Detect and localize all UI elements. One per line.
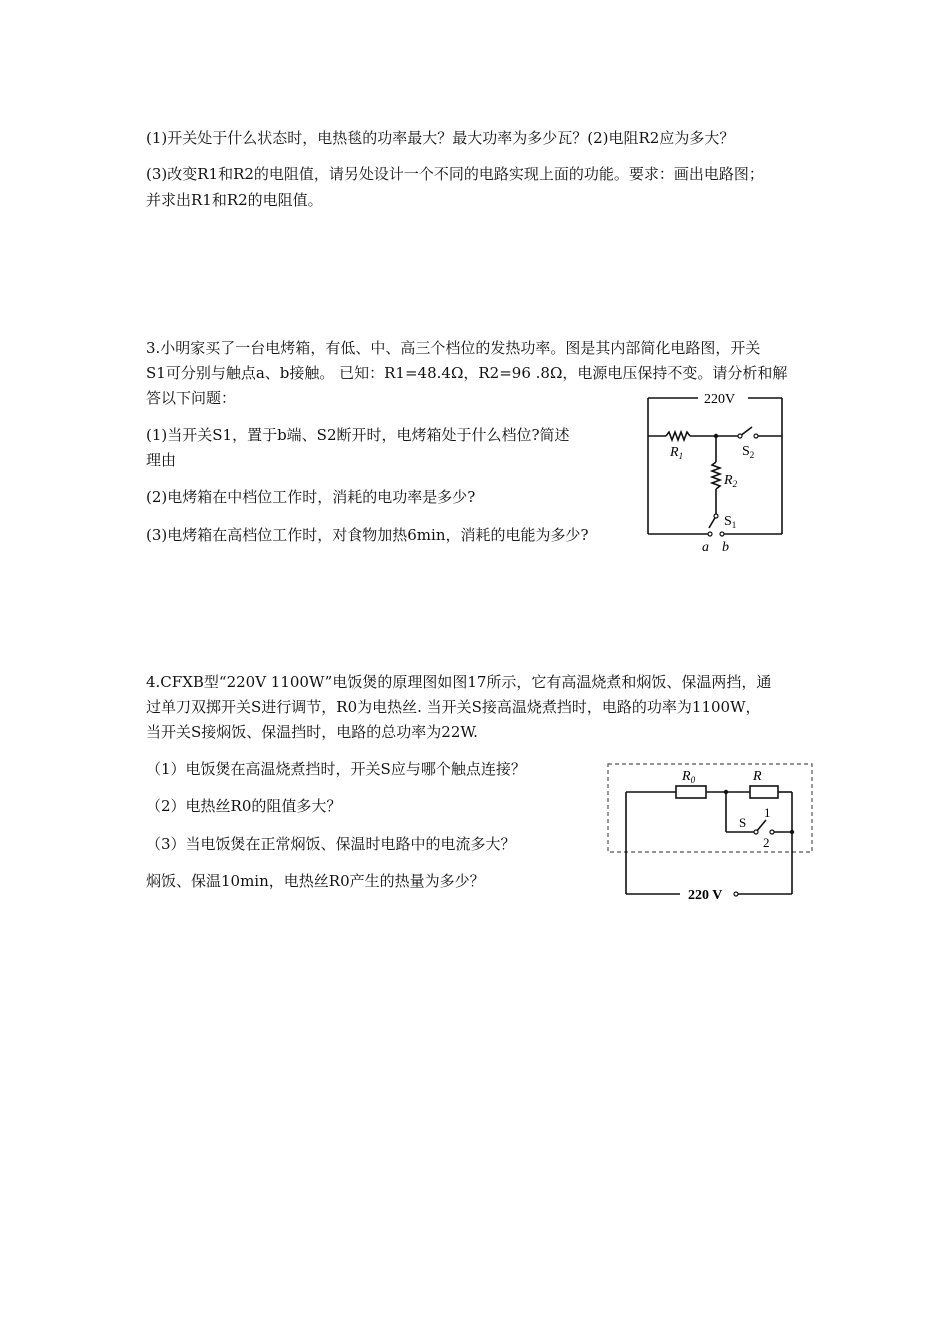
q2-line-2: (3)改变R1和R2的电阻值，请另处设计一个不同的电路实现上面的功能。要求：画出电路图； (146, 165, 764, 183)
q4-terminal-1: 1 (764, 805, 771, 820)
q2-line-3: 并求出R1和R2的电阻值。 (146, 191, 323, 209)
q4-r0-label: R (682, 769, 691, 784)
q3-sub-3: (3)电烤箱在高档位工作时，对食物加热6min，消耗的电能为多少? (146, 526, 589, 544)
q3-r1-sub: 1 (678, 451, 684, 461)
q4-terminal-2: 2 (763, 835, 770, 850)
q4-s-label: S (739, 815, 747, 830)
q4-intro-2: 过单刀双掷开关S进行调节，R0为电热丝. 当开关S接高温烧煮挡时，电路的功率为1100W， (146, 698, 761, 716)
svg-text:S2 (742, 444, 754, 460)
q3-intro-1: 3.小明家买了一台电烤箱，有低、中、高三个档位的发热功率。图是其内部简化电路图，开关 (146, 339, 761, 357)
q3-s2-label: S (742, 444, 750, 459)
q3-r2-label: R (724, 473, 733, 488)
q3-intro-2: S1可分别与触点a、b接触。 已知：R1=48.4Ω，R2=96 .8Ω，电源电压保持不变。请分析和解 (146, 364, 788, 382)
q4-sub-1: （1）电饭煲在高温烧煮挡时，开关S应与哪个触点连接？ (146, 760, 526, 778)
q4-voltage-label: 220 V (688, 888, 723, 903)
q4-r-label: R (753, 769, 762, 784)
q3-s1-sub: 1 (731, 520, 737, 530)
q4-intro-1: 4.CFXB型“220V 1100W”电饭煲的原理图如图17所示，它有高温烧煮和焖饭、保温两挡，通 (146, 673, 772, 691)
q4-circuit-diagram (600, 756, 820, 908)
q3-r2-sub: 2 (732, 479, 738, 489)
q4-intro-3: 当开关S接焖饭、保温挡时，电路的总功率为22W. (146, 723, 478, 741)
svg-text:R2 (723, 473, 738, 489)
q3-s2-sub: 2 (749, 450, 755, 460)
q3-sub-1a: (1)当开关S1，置于b端、S2断开时，电烤箱处于什么档位?简述 (146, 426, 570, 444)
q3-voltage-label: 220V (704, 392, 736, 407)
q3-sub-1b: 理由 (146, 451, 177, 469)
svg-text:S1 (724, 514, 736, 530)
q3-circuit-diagram (636, 388, 796, 560)
q3-s1-label: S (724, 514, 732, 529)
q3-r1-label: R (670, 445, 679, 460)
q4-sub-2: （2）电热丝R0的阻值多大？ (146, 797, 342, 815)
q3-intro-3: 答以下问题： (146, 389, 237, 407)
svg-text:R0 (681, 769, 696, 785)
q4-sub-4: 焖饭、保温10min，电热丝R0产生的热量为多少？ (146, 872, 485, 890)
q3-terminal-b: b (722, 540, 729, 555)
q3-terminal-a: a (702, 540, 709, 555)
svg-text:R1 (669, 445, 683, 461)
q4-sub-3: （3）当电饭煲在正常焖饭、保温时电路中的电流多大？ (146, 835, 516, 853)
q3-sub-2: (2)电烤箱在中档位工作时，消耗的电功率是多少? (146, 488, 476, 506)
q4-r0-sub: 0 (690, 775, 696, 785)
q2-line-1: (1)开关处于什么状态时，电热毯的功率最大？最大功率为多少瓦？(2)电阻R2应为多大？ (146, 129, 735, 147)
